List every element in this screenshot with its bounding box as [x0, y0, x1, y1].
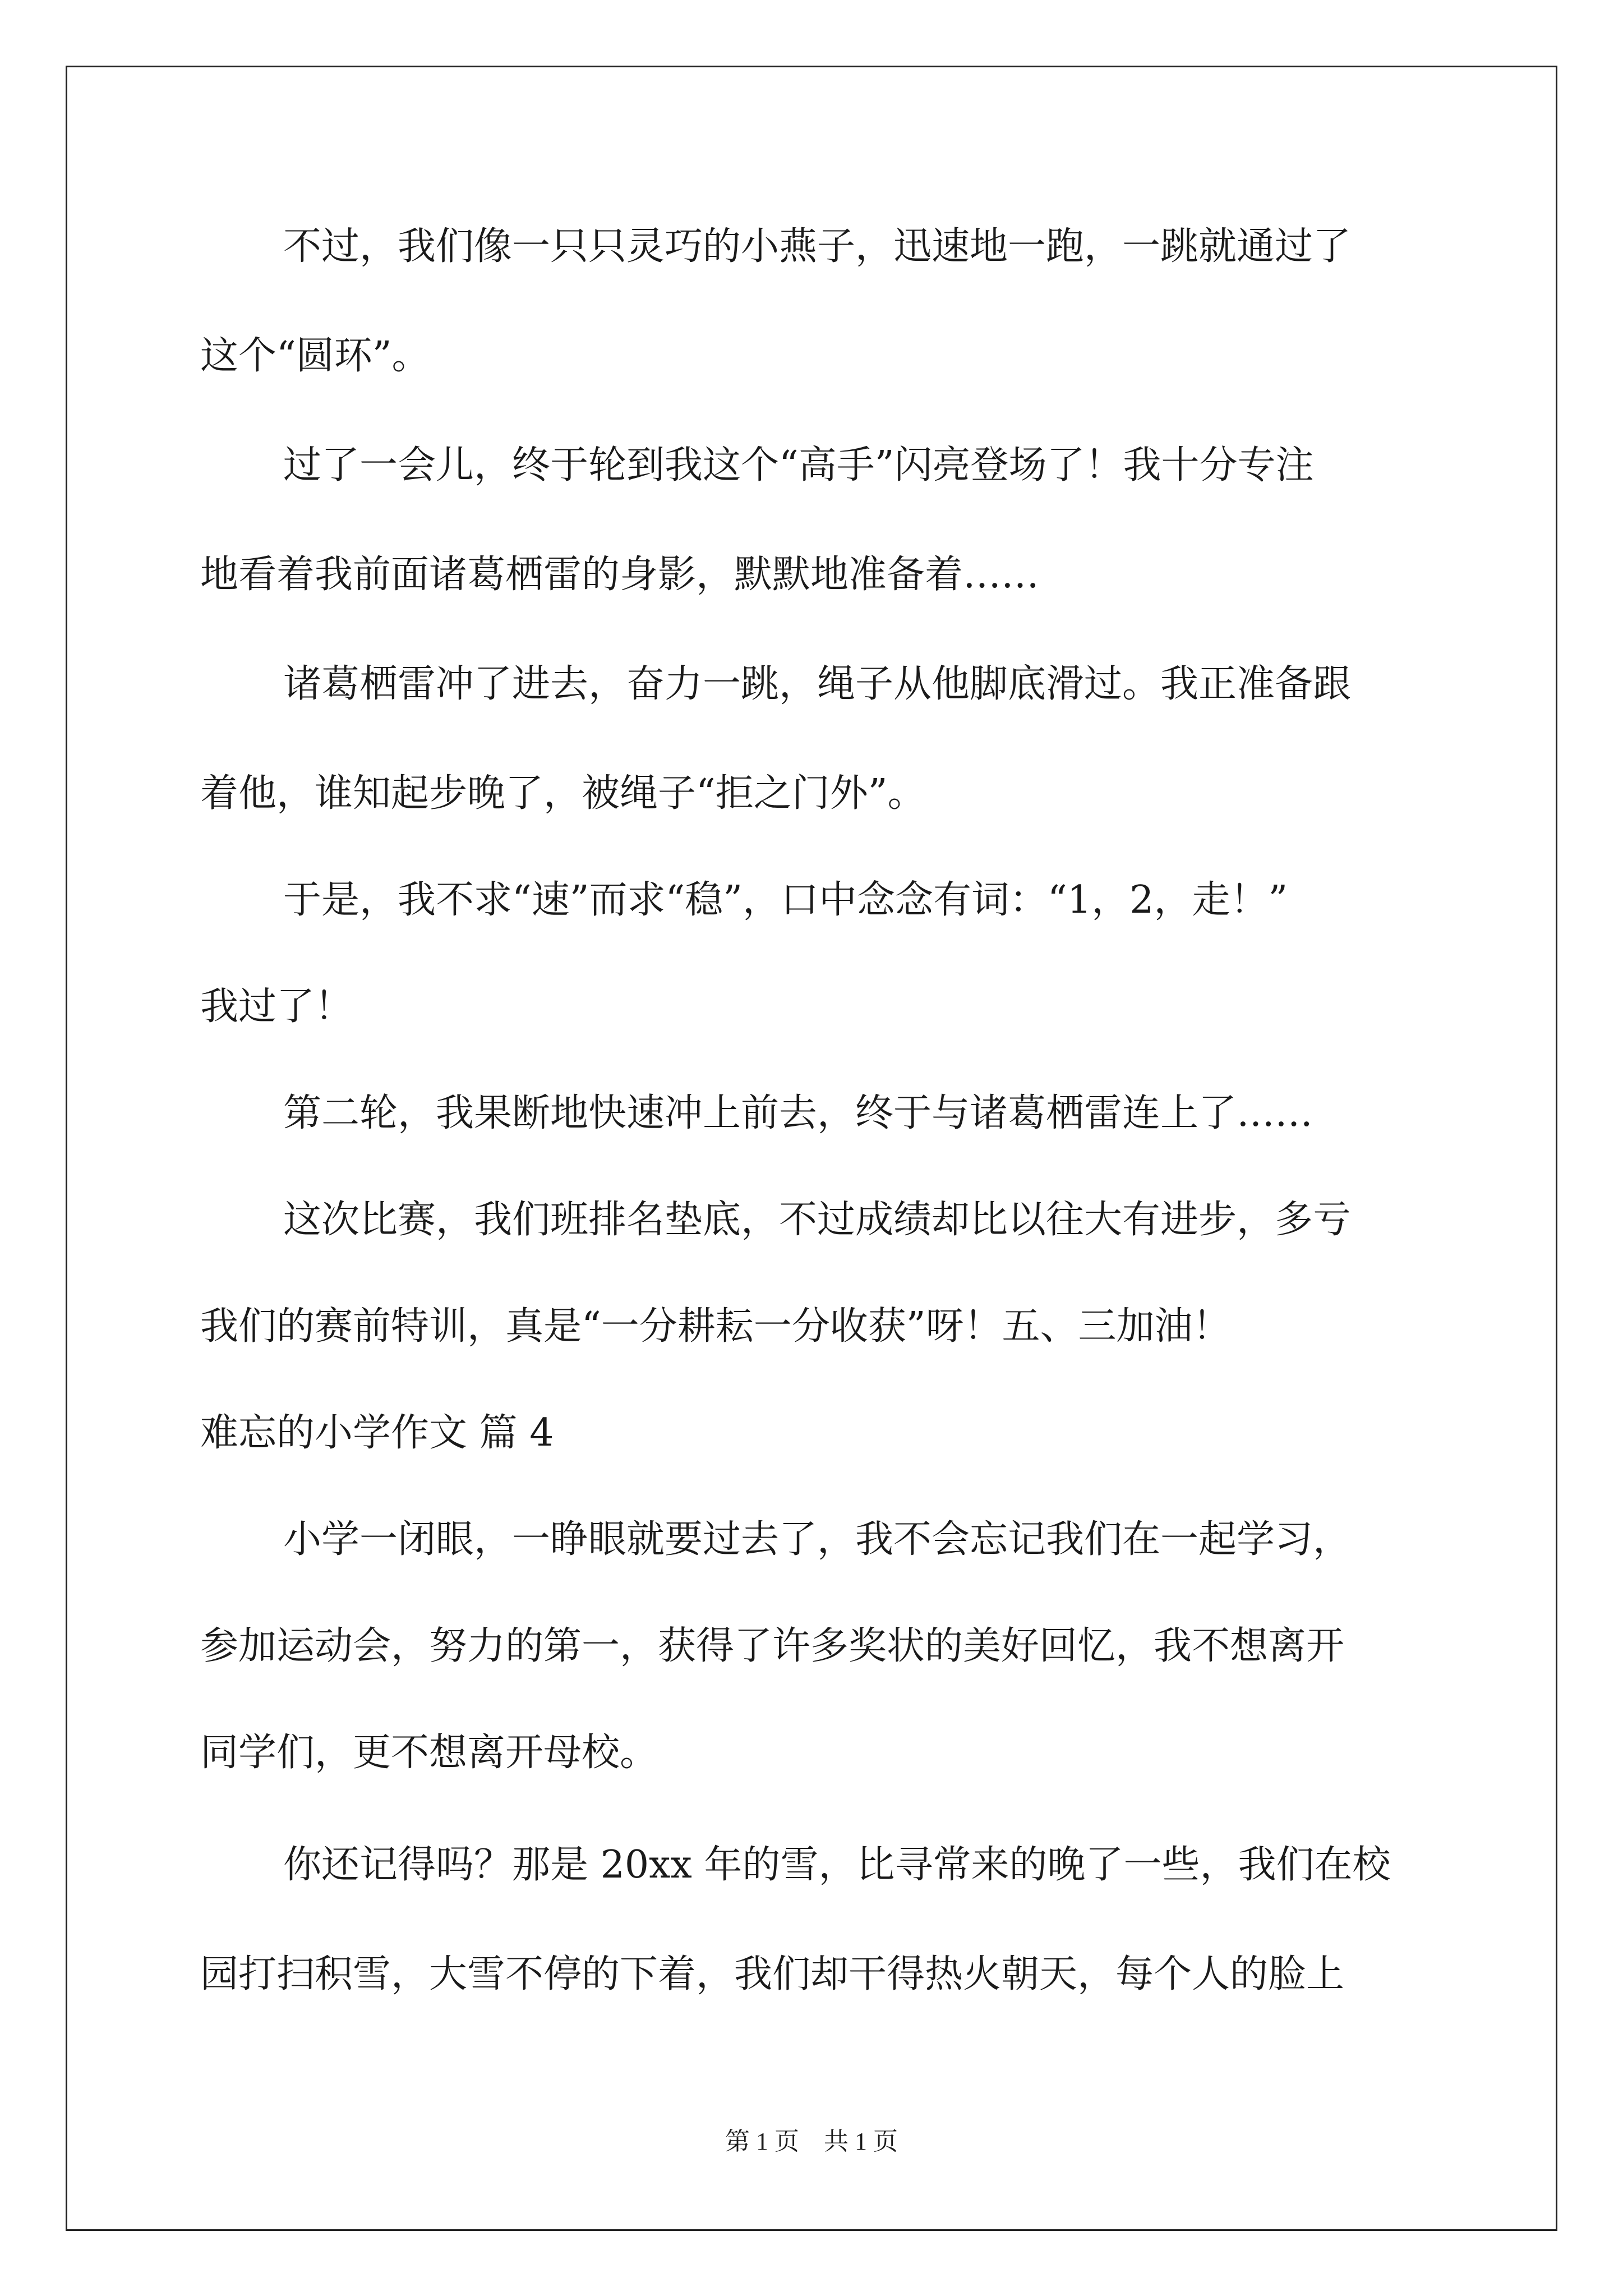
paragraph-line: 你还记得吗？那是 20xx 年的雪，比寻常来的晚了一些，我们在校 [283, 1843, 1391, 1887]
paragraph-line: 参加运动会，努力的第一，获得了许多奖状的美好回忆，我不想离开 [200, 1624, 1345, 1668]
paragraph-line: 于是，我不求“速”而求“稳”，口中念念有词：“1，2，走！” [283, 878, 1288, 922]
paragraph-line: 小学一闭眼，一睁眼就要过去了，我不会忘记我们在一起学习， [283, 1517, 1352, 1562]
paragraph-line: 过了一会儿，终于轮到我这个“高手”闪亮登场了！我十分专注 [283, 443, 1314, 487]
paragraph-line: 着他，谁知起步晚了，被绳子“拒之门外”。 [200, 771, 926, 816]
paragraph-line: 这个“圆环”。 [200, 334, 430, 378]
paragraph-line: 园打扫积雪，大雪不停的下着，我们却干得热火朝天，每个人的脸上 [200, 1952, 1345, 1996]
paragraph-line: 第二轮，我果断地快速冲上前去，终于与诸葛栖雷连上了…… [283, 1091, 1313, 1135]
paragraph-line: 同学们，更不想离开母校。 [200, 1731, 658, 1775]
paragraph-line: 不过，我们像一只只灵巧的小燕子，迅速地一跑，一跳就通过了 [283, 224, 1352, 269]
paragraph-line: 我们的赛前特训，真是“一分耕耘一分收获”呀！五、三加油！ [200, 1304, 1231, 1349]
paragraph-line: 这次比赛，我们班排名垫底，不过成绩却比以往大有进步，多亏 [283, 1198, 1352, 1242]
page-footer: 第 1 页 共 1 页 [725, 2128, 898, 2155]
page-border [66, 66, 1557, 2231]
paragraph-line: 我过了！ [200, 984, 353, 1029]
paragraph-line: 诸葛栖雷冲了进去，奋力一跳，绳子从他脚底滑过。我正准备跟 [283, 662, 1352, 706]
section-heading: 难忘的小学作文 篇 4 [200, 1411, 554, 1455]
paragraph-line: 地看着我前面诸葛栖雷的身影，默默地准备着…… [200, 553, 1040, 597]
